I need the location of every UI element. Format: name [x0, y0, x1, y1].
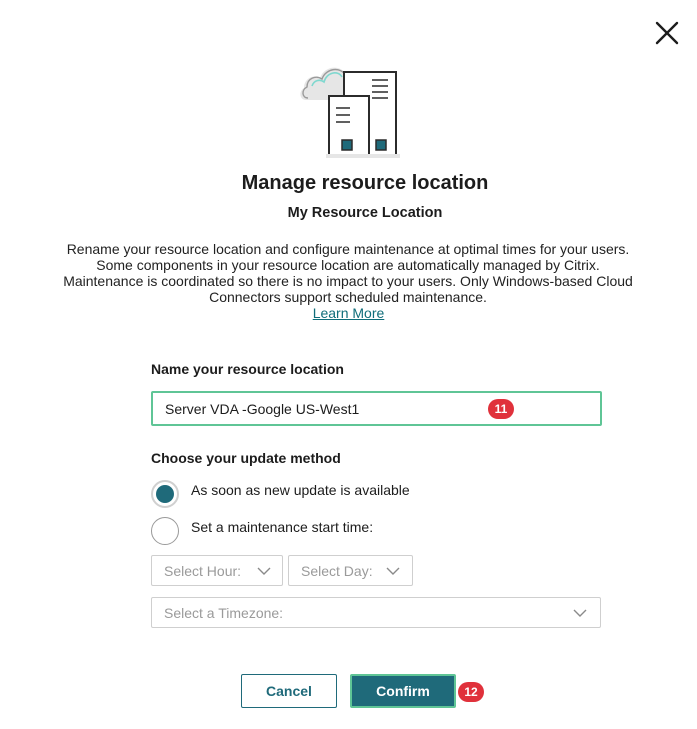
learn-more-link[interactable]: Learn More	[312, 305, 385, 321]
step-badge: 11	[488, 399, 514, 419]
cancel-button[interactable]: Cancel	[241, 674, 337, 708]
select-day-placeholder: Select Day:	[301, 563, 373, 579]
dialog-title: Manage resource location	[241, 172, 489, 194]
chevron-down-icon	[573, 607, 587, 619]
update-method-label: Choose your update method	[151, 450, 341, 466]
confirm-button[interactable]: Confirm	[350, 674, 456, 708]
step-badge: 12	[458, 682, 484, 702]
maintenance-time-label: Set a maintenance start time:	[191, 519, 374, 535]
select-hour-dropdown[interactable]	[151, 555, 283, 586]
chevron-down-icon	[257, 565, 271, 577]
learn-more-row	[0, 305, 697, 321]
maintenance-time-radio[interactable]	[151, 517, 179, 545]
update-asap-label: As soon as new update is available	[191, 482, 410, 498]
cloud-building-icon	[296, 58, 400, 160]
dialog-description: Rename your resource location and configure maintenance at optimal times for your users. Some components in your resource location are automatically managed by Citrix. Maintenance is coordinated so there is no impact to your users. Only Windows-based Cloud Connectors support scheduled maintenance.	[63, 241, 633, 305]
close-button[interactable]	[652, 18, 682, 48]
name-field-label: Name your resource location	[151, 361, 344, 377]
update-asap-radio[interactable]	[151, 480, 179, 508]
chevron-down-icon	[386, 565, 400, 577]
resource-location-name-input[interactable]	[151, 391, 602, 426]
select-hour-placeholder: Select Hour:	[164, 563, 242, 579]
dialog-subtitle: My Resource Location	[287, 205, 443, 221]
select-day-dropdown[interactable]	[288, 555, 413, 586]
select-timezone-placeholder: Select a Timezone:	[164, 605, 284, 621]
close-icon	[652, 18, 682, 48]
select-timezone-dropdown[interactable]	[151, 597, 601, 628]
